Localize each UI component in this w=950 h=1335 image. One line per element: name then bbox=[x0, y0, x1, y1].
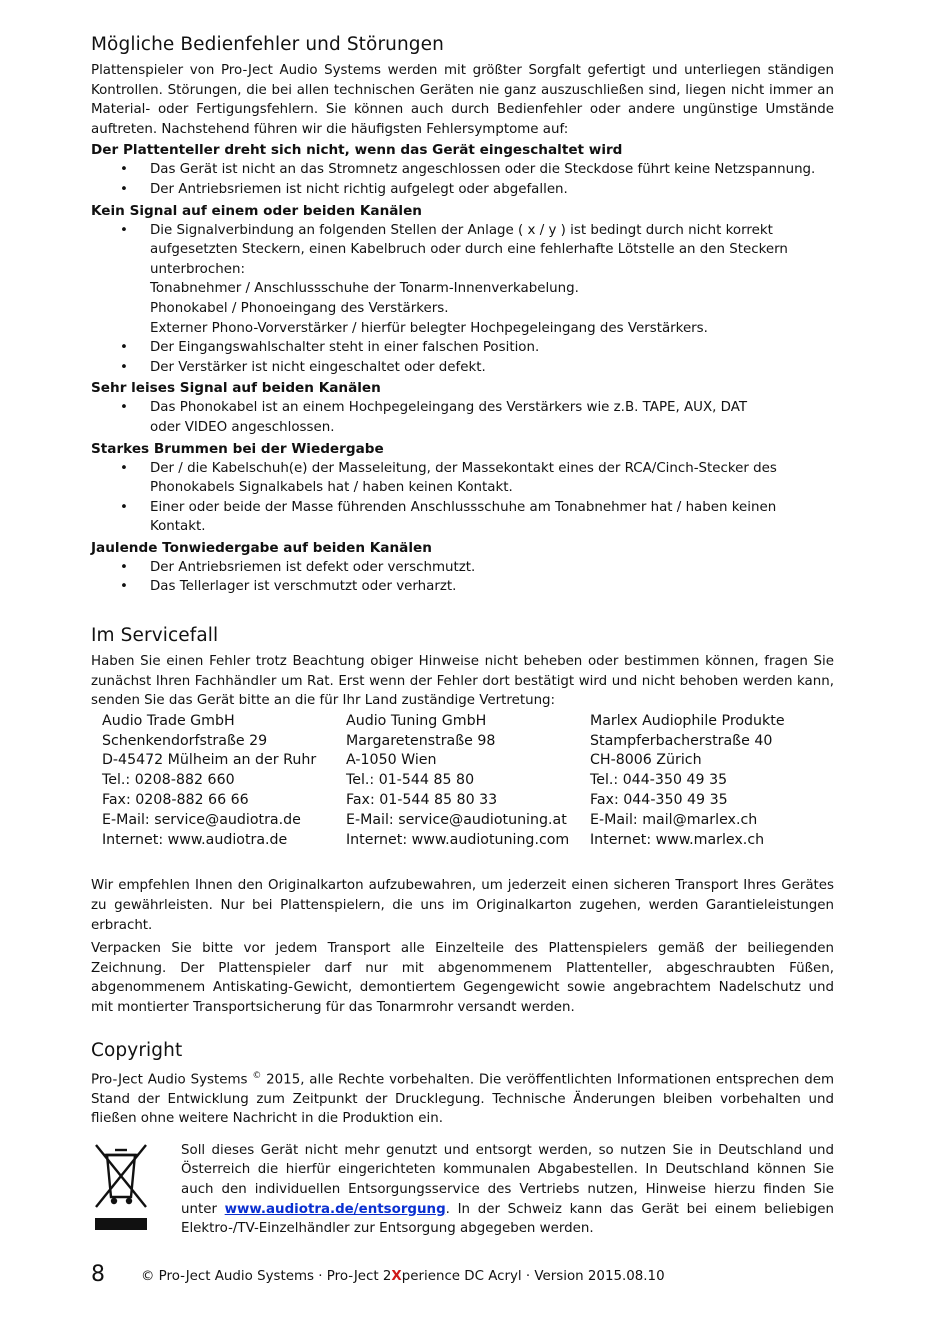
contact-line: Audio Trade GmbH bbox=[102, 712, 235, 729]
contact-line: Tel.: 01-544 85 80 bbox=[346, 772, 475, 789]
symptom-heading: Der Plattenteller dreht sich nicht, wenn das Gerät eingeschaltet wird bbox=[91, 142, 623, 159]
transport-note: Verpacken Sie bitte vor jedem Transport alle Einzelteile des Plattenspielers gemäß der beiliegenden Zeichnung. Der Plattenspieler darf nur mit abgenommenem Plattenteller, abgeschraubten Füßen, abgenommenem Antiskating-Gewicht, demontiertem Gegengewicht sowie angebrachtem Nadelschutz und mit montierter Transportsicherung für das Tonarmrohr versandt werden. bbox=[91, 941, 834, 1015]
section-heading-service: Im Servicefall bbox=[91, 625, 219, 647]
symptom-list bbox=[91, 558, 834, 597]
copyright-text: Pro-Ject Audio Systems © 2015, alle Rechte vorbehalten. Die veröffentlichten Informationen entsprechen dem Stand der Entwicklung zum Zeitpunkt der Drucklegung. Technische Änderungen bleiben vorbehalten und fließen ohne weitere Nachricht in die Produktion ein. bbox=[91, 1070, 834, 1127]
list-item: • Der / die Kabelschuh(e) der Masseleitung, der Massekontakt eines der RCA/Cinch-Stecker des Phonokabels Signalkabels hat / haben keinen Kontakt. bbox=[120, 460, 777, 496]
list-subline: Tonabnehmer / Anschlussschuhe der Tonarm-Innenverkabelung. bbox=[150, 281, 579, 297]
packaging-note: Wir empfehlen Ihnen den Originalkarton aufzubewahren, um jederzeit einen sicheren Transport Ihres Gerätes zu gewährleisten. Nur bei Plattenspielern, die uns im Originalkarton zugehen, werden Garantieleistungen erbracht. bbox=[91, 878, 834, 933]
list-subline: Phonokabel / Phonoeingang des Verstärkers. bbox=[150, 300, 449, 316]
troubleshooting-intro: Plattenspieler von Pro-Ject Audio Systems werden mit größter Sorgfalt gefertigt und unterliegen ständigen Kontrollen. Störungen, die bei allen technischen Geräten nie ganz auszuschließen sind, liegen nicht immer an Material- oder Fertigungsfehlern. Sie können auch durch Bedienfehler oder andere ungünstige Umstände auftreten. Nachstehend führen wir die häufigsten Fehlersymptome auf: bbox=[91, 63, 834, 137]
contact-line: CH-8006 Zürich bbox=[590, 752, 702, 769]
disposal-text: Soll dieses Gerät nicht mehr genutzt und entsorgt werden, so nutzen Sie in Deutschland und Österreich die hierfür eingerichteten kommunalen Abgabestellen. In Deutschland können Sie auch den individuellen Entsorgungsservice des Vertriebs nutzen, Hinweise hierzu finden Sie unter www.audiotra.de/entsorgung. In der Schweiz kann das Gerät bei einem beliebigen Elektro-/TV-Einzelhändler zur Entsorgung abgegeben werden. bbox=[181, 1142, 834, 1237]
list-item: • Der Eingangswahlschalter steht in einer falschen Position. bbox=[120, 340, 540, 356]
section-heading-copyright: Copyright bbox=[91, 1039, 183, 1061]
contact-line: Stampferbacherstraße 40 bbox=[590, 732, 773, 749]
disposal-notice bbox=[91, 1141, 834, 1239]
contact-germany bbox=[102, 712, 346, 851]
contact-line: Fax: 0208-882 66 66 bbox=[102, 792, 249, 809]
list-item: • Der Verstärker ist nicht eingeschaltet oder defekt. bbox=[120, 359, 486, 375]
contact-line: A-1050 Wien bbox=[346, 752, 437, 769]
contact-switzerland bbox=[590, 712, 834, 851]
footer-x-accent: X bbox=[391, 1269, 402, 1284]
contact-line: Internet: www.audiotuning.com bbox=[346, 831, 570, 848]
crossed-out-wheelie-bin-icon bbox=[91, 1141, 181, 1239]
service-intro: Haben Sie einen Fehler trotz Beachtung obiger Hinweise nicht beheben oder bestimmen können, fragen Sie zunächst Ihren Fachhändler um Rat. Erst wenn der Fehler dort bestätigt wird und nicht behoben werden kann, senden Sie das Gerät bitte an die für Ihr Land zuständige Vertretung: bbox=[91, 654, 834, 709]
list-item: • Das Gerät ist nicht an das Stromnetz angeschlossen oder die Steckdose führt keine Netzspannung. bbox=[120, 162, 816, 178]
section-heading-troubleshooting: Mögliche Bedienfehler und Störungen bbox=[91, 34, 444, 55]
symptom-heading: Starkes Brummen bei der Wiedergabe bbox=[91, 440, 384, 457]
contact-line: D-45472 Mülheim an der Ruhr bbox=[102, 752, 317, 769]
contact-line: E-Mail: service@audiotra.de bbox=[102, 811, 301, 828]
contact-line: Tel.: 0208-882 660 bbox=[102, 772, 235, 789]
symptom-list bbox=[91, 459, 834, 537]
list-item: • Einer oder beide der Masse führenden Anschlussschuhe am Tonabnehmer hat / haben keinen Kontakt. bbox=[120, 499, 777, 535]
contact-line: Marlex Audiophile Produkte bbox=[590, 712, 785, 729]
symptom-list bbox=[91, 221, 834, 378]
disposal-link[interactable]: www.audiotra.de/entsorgung bbox=[224, 1201, 446, 1217]
symptom-heading: Jaulende Tonwiedergabe auf beiden Kanälen bbox=[91, 539, 432, 556]
symptom-list bbox=[91, 398, 834, 437]
list-subline: Externer Phono-Vorverstärker / hierfür belegter Hochpegeleingang des Verstärkers. bbox=[150, 320, 708, 336]
contact-line: Internet: www.marlex.ch bbox=[590, 831, 765, 848]
contact-line: Fax: 044-350 49 35 bbox=[590, 792, 728, 809]
list-item: • Das Phonokabel ist an einem Hochpegeleingang des Verstärkers wie z.B. TAPE, AUX, DAT oder VIDEO angeschlossen. bbox=[120, 400, 748, 435]
list-item: • Die Signalverbindung an folgenden Stellen der Anlage ( x / y ) ist bedingt durch nicht korrekt aufgesetzten Steckern, einen Kabelbruch oder durch eine fehlerhafte Lötstelle an den Steckern unterbrochen: Tonabnehmer / Anschlussschuhe der Tonarm-Innenverkabelung. Phonokabel / Phonoeingang des Verstärkers. Externer Phono-Vorverstärker / hierfür belegter Hochpegeleingang des Verstärkers. bbox=[120, 222, 788, 336]
list-item: • Das Tellerlager ist verschmutzt oder verharzt. bbox=[120, 579, 457, 595]
contact-line: Audio Tuning GmbH bbox=[346, 712, 487, 729]
page-number: 8 bbox=[91, 1262, 105, 1287]
contact-line: E-Mail: service@audiotuning.at bbox=[346, 811, 567, 828]
symptom-list bbox=[91, 160, 834, 199]
list-subline: oder VIDEO angeschlossen. bbox=[150, 419, 335, 435]
list-item: • Der Antriebsriemen ist defekt oder verschmutzt. bbox=[120, 559, 476, 575]
footer-text: © Pro-Ject Audio Systems · Pro-Ject 2Xperience DC Acryl · Version 2015.08.10 bbox=[141, 1269, 665, 1284]
contact-line: E-Mail: mail@marlex.ch bbox=[590, 811, 758, 828]
symptom-heading: Sehr leises Signal auf beiden Kanälen bbox=[91, 380, 381, 397]
contact-line: Schenkendorfstraße 29 bbox=[102, 732, 268, 749]
contact-line: Tel.: 044-350 49 35 bbox=[590, 772, 728, 789]
distributor-contacts bbox=[102, 712, 834, 851]
contact-austria bbox=[346, 712, 590, 851]
symptom-heading: Kein Signal auf einem oder beiden Kanälen bbox=[91, 202, 422, 219]
contact-line: Margaretenstraße 98 bbox=[346, 732, 496, 749]
list-item: • Der Antriebsriemen ist nicht richtig aufgelegt oder abgefallen. bbox=[120, 181, 568, 197]
contact-line: Fax: 01-544 85 80 33 bbox=[346, 792, 498, 809]
manual-page bbox=[91, 34, 834, 1239]
contact-line: Internet: www.audiotra.de bbox=[102, 831, 288, 848]
page-footer bbox=[91, 1262, 665, 1287]
